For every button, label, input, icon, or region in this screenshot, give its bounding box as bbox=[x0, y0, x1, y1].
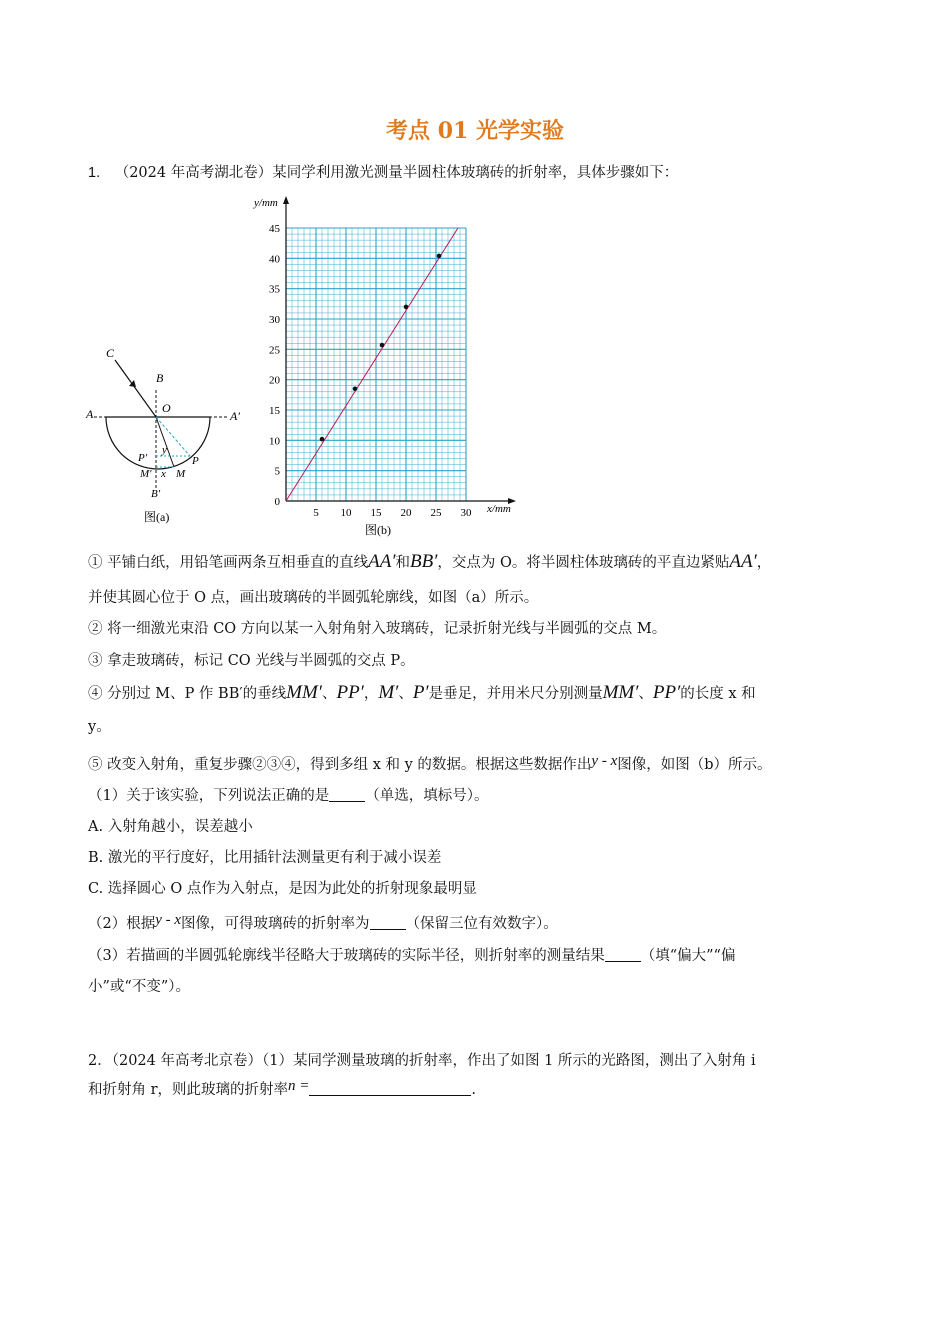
chart-ylabel: y/mm bbox=[254, 197, 278, 209]
step1-text-b: ，交点为 O。将半圆柱体玻璃砖的平直边紧贴 bbox=[437, 555, 730, 571]
x-tick-label: 5 bbox=[313, 507, 319, 519]
sub1-answer-blank[interactable] bbox=[329, 787, 365, 802]
step4-pp2: PP′ bbox=[652, 682, 681, 703]
label-p: P bbox=[192, 455, 199, 467]
data-point bbox=[437, 254, 442, 259]
step4-text-b: 是垂足，并用米尺分别测量 bbox=[428, 686, 603, 702]
step4-m: M′ bbox=[378, 682, 399, 703]
y-tick-label: 35 bbox=[269, 283, 280, 296]
q2-end: . bbox=[471, 1082, 477, 1098]
sub3-text-b: （填“偏大”“偏 bbox=[640, 948, 736, 964]
figure-a bbox=[84, 340, 254, 530]
y-tick-label: 30 bbox=[269, 314, 280, 326]
label-x: x bbox=[161, 468, 166, 480]
y-tick-label: 5 bbox=[274, 465, 280, 478]
page-title: 考点 01 光学实验 bbox=[386, 118, 564, 144]
step4-line2: y。 bbox=[88, 719, 111, 735]
step1-aa: AA′ bbox=[368, 551, 396, 572]
sub2-text-c: （保留三位有效数字）。 bbox=[405, 916, 558, 932]
x-tick-label: 10 bbox=[340, 507, 352, 519]
refracted-ray-om bbox=[156, 417, 174, 467]
sub2 bbox=[88, 910, 878, 934]
q2-line2 bbox=[88, 1076, 878, 1100]
chart-points bbox=[320, 254, 442, 442]
step4-mm2: MM′ bbox=[602, 682, 639, 703]
step2: ② 将一细激光束沿 CO 方向以某一入射角射入玻璃砖，记录折射光线与半圆弧的交点 M。 bbox=[88, 621, 667, 637]
label-m-prime: M′ bbox=[140, 468, 152, 480]
chart-grid-major bbox=[286, 228, 466, 501]
label-o: O bbox=[162, 401, 171, 415]
step1-line1 bbox=[88, 552, 878, 573]
sub3-line2: 小”或“不变”）。 bbox=[88, 979, 190, 995]
y-tick-label: 45 bbox=[269, 223, 280, 235]
step1-text-a: ① 平铺白纸，用铅笔画两条互相垂直的直线 bbox=[88, 555, 369, 571]
q1-header-text: （2024 年高考湖北卷）某同学利用激光测量半圆柱体玻璃砖的折射率，具体步骤如下： bbox=[114, 165, 679, 181]
data-point bbox=[380, 343, 385, 348]
chart-axes bbox=[283, 196, 516, 504]
incident-ray-co bbox=[115, 360, 156, 417]
step4-pp: PP′ bbox=[336, 682, 364, 703]
y-tick-label: 10 bbox=[269, 435, 280, 448]
step1-aa2: AA′ bbox=[729, 551, 757, 572]
figure-a-caption: 图(a) bbox=[144, 510, 170, 524]
option-a: A. 入射角越小，误差越小 bbox=[88, 819, 253, 835]
step4-sep1: 、 bbox=[321, 686, 337, 702]
figure-b-caption: 图(b) bbox=[365, 523, 391, 537]
sub2-answer-blank[interactable] bbox=[370, 915, 406, 930]
step4-sep2: ， bbox=[363, 686, 379, 702]
label-p-prime: P′ bbox=[138, 452, 148, 464]
figure-b-chart bbox=[250, 190, 530, 545]
q2-answer-blank[interactable] bbox=[309, 1081, 471, 1096]
y-tick-label: 40 bbox=[269, 253, 280, 266]
y-tick-label: 25 bbox=[269, 344, 280, 357]
step4-line1 bbox=[88, 683, 878, 704]
y-tick-label: 20 bbox=[269, 374, 280, 387]
label-c: C bbox=[106, 346, 115, 360]
data-point bbox=[353, 386, 358, 391]
step4-p: P′ bbox=[412, 682, 429, 703]
sub2-yx: y - x bbox=[155, 912, 182, 928]
option-c: C. 选择圆心 O 点作为入射点，是因为此处的折射现象最明显 bbox=[88, 881, 477, 897]
label-y: y bbox=[162, 444, 167, 456]
sub1-text-a: （1）关于该实验，下列说法正确的是 bbox=[88, 788, 330, 804]
chart-ticks bbox=[269, 223, 472, 519]
y-tick-label: 15 bbox=[269, 405, 280, 417]
fit-line bbox=[286, 228, 458, 501]
data-point bbox=[320, 437, 325, 442]
label-b-prime: B′ bbox=[151, 488, 161, 500]
option-b: B. 激光的平行度好，比用插针法测量更有利于减小误差 bbox=[88, 850, 442, 866]
step3: ③ 拿走玻璃砖，标记 CO 光线与半圆弧的交点 P。 bbox=[88, 653, 415, 669]
q2-n: n = bbox=[288, 1078, 310, 1094]
x-tick-label: 25 bbox=[430, 507, 442, 519]
x-tick-label: 20 bbox=[400, 507, 412, 519]
sub1-text-b: （单选，填标号）。 bbox=[365, 788, 489, 804]
q2-line1: 2．（2024 年高考北京卷）（1）某同学测量玻璃的折射率，作出了如图 1 所示的光路图，测出了入射角 i bbox=[88, 1053, 756, 1069]
chart-fit-line bbox=[286, 228, 458, 501]
q1-number: 1. bbox=[88, 165, 101, 181]
step5 bbox=[88, 751, 878, 775]
sub3-text-a: （3）若描画的半圆弧轮廓线半径略大于玻璃砖的实际半径，则折射率的测量结果 bbox=[88, 948, 605, 964]
step5-text-a: ⑤ 改变入射角，重复步骤②③④，得到多组 x 和 y 的数据。根据这些数据作出 bbox=[88, 757, 592, 773]
step1-and: 和 bbox=[395, 555, 410, 571]
step5-text-b: 图像，如图（b）所示。 bbox=[617, 757, 772, 773]
q2-text-a: 和折射角 r，则此玻璃的折射率 bbox=[88, 1082, 289, 1098]
data-point bbox=[404, 305, 409, 310]
x-tick-label: 30 bbox=[460, 507, 472, 519]
step5-yx: y - x bbox=[591, 753, 618, 769]
step4-sep3: 、 bbox=[398, 686, 413, 702]
label-a-prime: A′ bbox=[230, 409, 240, 423]
label-a: A bbox=[86, 407, 94, 421]
label-m: M bbox=[176, 468, 186, 480]
sub3-line1 bbox=[88, 946, 878, 966]
step4-sep4: 、 bbox=[638, 686, 653, 702]
step1-bb: BB′ bbox=[409, 551, 438, 572]
step1-text-c: ， bbox=[756, 555, 772, 571]
y-tick-label: 0 bbox=[274, 496, 280, 508]
sub1 bbox=[88, 786, 878, 806]
q1-header bbox=[88, 163, 878, 183]
y-axis-arrow bbox=[283, 196, 289, 204]
step4-text-c: 的长度 x 和 bbox=[680, 686, 756, 702]
chart-xlabel: x/mm bbox=[487, 503, 511, 515]
x-tick-label: 15 bbox=[370, 507, 382, 519]
step1-line2: 并使其圆心位于 O 点，画出玻璃砖的半圆弧轮廓线，如图（a）所示。 bbox=[88, 590, 539, 606]
label-b: B bbox=[156, 371, 164, 385]
sub2-text-b: 图像，可得玻璃砖的折射率为 bbox=[181, 916, 370, 932]
step4-text-a: ④ 分别过 M、P 作 BB′的垂线 bbox=[88, 686, 287, 702]
sub3-answer-blank[interactable] bbox=[605, 947, 641, 962]
step4-mm: MM′ bbox=[286, 682, 322, 703]
sub2-text-a: （2）根据 bbox=[88, 916, 156, 932]
